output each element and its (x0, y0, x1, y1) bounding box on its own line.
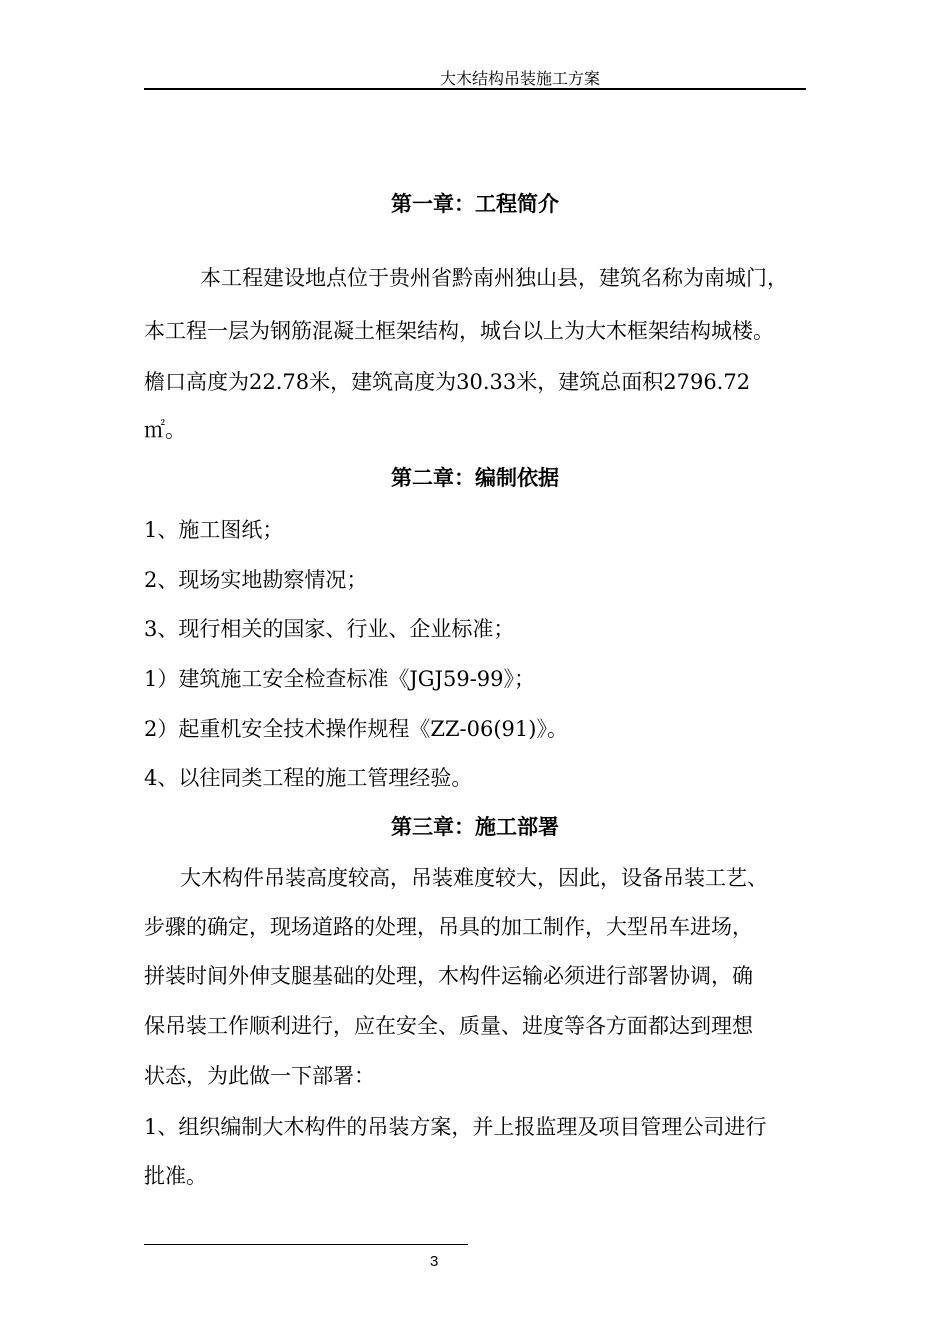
running-header: 大木结构吊装施工方案 (440, 69, 601, 88)
list-item: 3、现行相关的国家、行业、企业标准； (144, 617, 515, 641)
list-item: 1、施工图纸； (144, 518, 284, 542)
chapter-3-line: 批准。 (144, 1164, 207, 1188)
chapter-3-line: 拼装时间外伸支腿基础的处理，木构件运输必须进行部署协调，确 (144, 964, 753, 988)
chapter-1-line: ㎡。 (144, 418, 186, 442)
header-divider (144, 88, 806, 90)
chapter-1-line: 本工程建设地点位于贵州省黔南州独山县，建筑名称为南城门， (200, 266, 788, 290)
list-item: 2、现场实地勘察情况； (144, 568, 368, 592)
chapter-3-line: 状态，为此做一下部署： (144, 1064, 375, 1088)
list-item: 2）起重机安全技术操作规程《ZZ-06(91)》。 (144, 717, 568, 741)
chapter-3-line: 步骤的确定，现场道路的处理，吊具的加工制作，大型吊车进场， (144, 915, 753, 939)
list-item: 4、以往同类工程的施工管理经验。 (144, 766, 473, 790)
chapter-1-heading: 第一章：工程简介 (391, 191, 559, 216)
chapter-3-line: 保吊装工作顺利进行，应在安全、质量、进度等各方面都达到理想 (144, 1014, 753, 1038)
footer-divider (144, 1244, 468, 1245)
chapter-3-line: 1、组织编制大木构件的吊装方案，并上报监理及项目管理公司进行 (144, 1115, 767, 1139)
chapter-1-line: 檐口高度为22.78米，建筑高度为30.33米，建筑总面积2796.72 (144, 370, 751, 394)
chapter-3-line: 大木构件吊装高度较高，吊装难度较大，因此，设备吊装工艺、 (180, 866, 768, 890)
page-number: 3 (430, 1253, 439, 1270)
chapter-1-line: 本工程一层为钢筋混凝土框架结构，城台以上为大木框架结构城楼。 (144, 319, 774, 343)
chapter-3-heading: 第三章：施工部署 (391, 814, 559, 839)
list-item: 1）建筑施工安全检查标准《JGJ59-99》； (144, 667, 536, 691)
chapter-2-heading: 第二章：编制依据 (391, 465, 559, 490)
